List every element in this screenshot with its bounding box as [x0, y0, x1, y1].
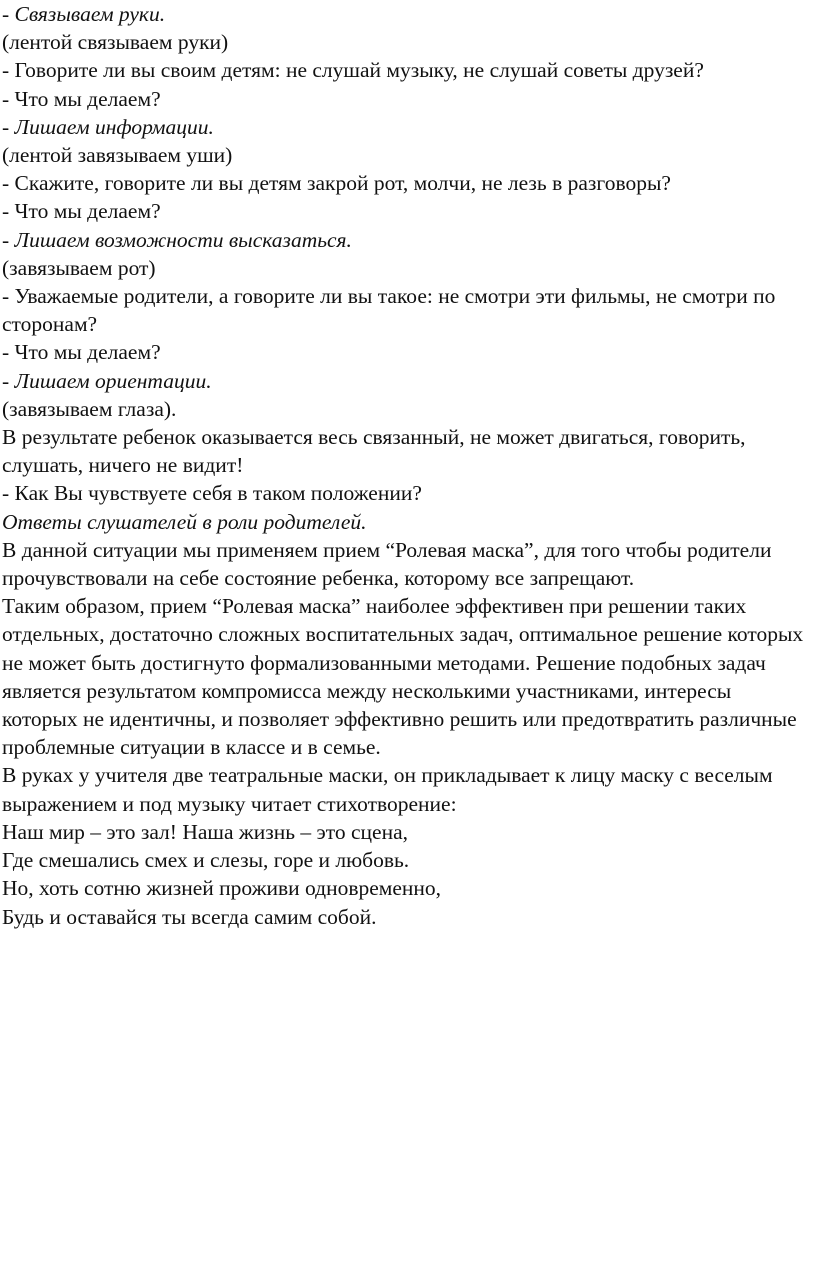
stage-step-speech	[2, 226, 810, 254]
italic-line: Лишаем возможности высказаться.	[14, 227, 352, 252]
dash: -	[2, 368, 15, 393]
italic-line: Связываем руки.	[14, 2, 166, 26]
result-paragraph: В результате ребенок оказывается весь связанный, не может двигаться, говорить, слушать, ничего не видит!	[2, 425, 746, 478]
poem-line: Будь и оставайся ты всегда самим собой.	[2, 904, 377, 929]
italic-line: Лишаем ориентации.	[14, 368, 212, 393]
method-paragraph: В данной ситуации мы применяем прием “Ролевая маска”, для того чтобы родители прочувствовали на себе состояние ребенка, которому все запрещают.	[2, 537, 772, 591]
question-line: - Что мы делаем?	[2, 86, 161, 111]
stage-direction: (лентой завязываем уши)	[2, 143, 233, 168]
dash: -	[2, 114, 15, 139]
teacher-paragraph: В руках у учителя две театральные маски, он прикладывает к лицу маску с веселым выражением и под музыку читает стихотворение:	[2, 763, 773, 816]
dash: -	[2, 227, 15, 252]
poem-line: Но, хоть сотню жизней проживи одновременно,	[2, 876, 442, 901]
poem-line: Наш мир – это зал! Наша жизнь – это сцена,	[2, 819, 409, 844]
stage-step-hands	[2, 0, 810, 28]
question-line: - Как Вы чувствуете себя в таком положении?	[2, 481, 422, 506]
stage-step-information	[2, 113, 810, 141]
question-line: - Говорите ли вы своим детям: не слушай музыку, не слушай советы друзей?	[2, 58, 704, 83]
question-line: - Что мы делаем?	[2, 199, 161, 224]
conclusion-paragraph: Таким образом, прием “Ролевая маска” наиболее эффективен при решении таких отдельных, достаточно сложных воспитательных задач, оптимальное решение которых не может быть достигнуто формализованными методами. Решение подобных задач является результатом компромисса между несколькими участниками, интересы которых не идентичны, и позволяет эффективно решить или предотвратить различные проблемные ситуации в классе и в семье.	[2, 594, 804, 760]
poem-line: Где смешались смех и слезы, горе и любовь.	[2, 848, 410, 873]
italic-line: Лишаем информации.	[14, 114, 214, 139]
audience-answers-line: Ответы слушателей в роли родителей.	[2, 509, 367, 534]
dash: -	[2, 2, 15, 26]
question-line: - Скажите, говорите ли вы детям закрой рот, молчи, не лезь в разговоры?	[2, 171, 671, 196]
stage-direction: (завязываем рот)	[2, 255, 156, 280]
stage-direction: (завязываем глаза).	[2, 396, 177, 421]
question-line: - Что мы делаем?	[2, 340, 161, 365]
question-paragraph: - Уважаемые родители, а говорите ли вы такое: не смотри эти фильмы, не смотри по сторонам?	[2, 284, 776, 337]
stage-direction: (лентой связываем руки)	[2, 30, 229, 55]
stage-step-orientation	[2, 367, 810, 395]
